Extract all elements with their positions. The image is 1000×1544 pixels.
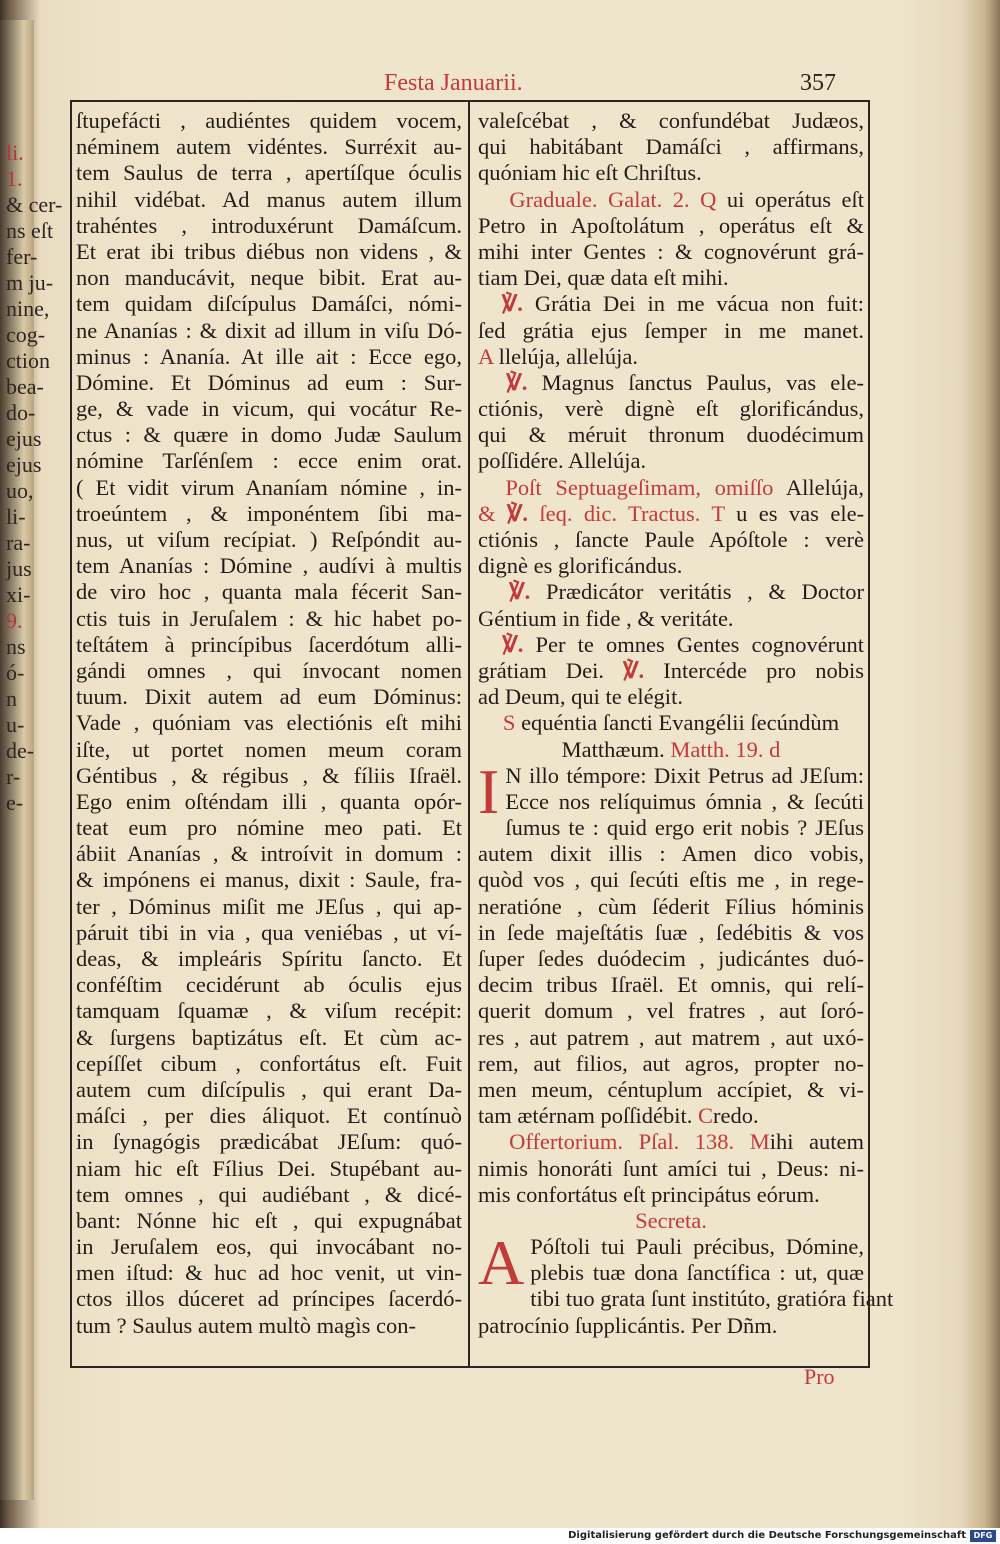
footer-credit: Digitalisierung gefördert durch die Deutsche Forschungsgemeinschaft xyxy=(568,1530,966,1541)
text-line: tibi tuo grata ſunt institúto, gratióra fiant xyxy=(530,1286,894,1312)
text-line: quòd vos , qui ſecúti eſtis me , in rege- xyxy=(478,867,864,893)
right-column xyxy=(478,108,894,1339)
text-line: gándi omnes , qui ínvocant nomen xyxy=(76,657,462,683)
text-line: minus : Ananía. At ille ait : Ecce ego, xyxy=(76,343,462,369)
previous-page-fragment: ejus xyxy=(6,426,42,451)
text-line: tem quidam diſcípulus Damáſci, nómi- xyxy=(76,291,462,317)
gospel-heading xyxy=(478,710,864,736)
initial-q: Q xyxy=(700,186,717,212)
previous-page-fragment: nine, xyxy=(6,296,50,321)
text-line: ſuper ſedes duódecim , judicántes duó- xyxy=(478,946,864,971)
previous-page-fragment: jus xyxy=(6,556,32,581)
text-fragment: llelúja, allelúja. xyxy=(498,343,638,369)
text-line: Vade , quóniam vas electiónis eſt mihi xyxy=(76,710,462,736)
text-line: máſci , per dies áliquot. Et contínuò xyxy=(76,1103,462,1129)
rubric-line xyxy=(478,475,864,501)
text-line: iſte, ut portet nomen meum coram xyxy=(76,736,462,762)
versicle-line xyxy=(478,579,864,605)
previous-page-fragment: u- xyxy=(6,712,25,737)
gospel-block xyxy=(478,755,864,827)
text-line: autem cum diſcípulis , qui erant Da- xyxy=(76,1076,462,1102)
text-line: conféſtim cecidérunt ab óculis ejus xyxy=(76,972,462,998)
text-line: in ſede majeſtátis ſuæ , ſedébitis & vos xyxy=(478,919,864,945)
text-fragment: tam ætérnam poſſidébit. xyxy=(478,1103,693,1129)
text-fragment: Intercéde pro nobis xyxy=(663,657,864,683)
rubric-secreta: Secreta. xyxy=(635,1207,707,1233)
previous-page-fragment: ra- xyxy=(6,530,31,555)
initial-t: T xyxy=(711,500,725,526)
rubric-graduale: Graduale. Galat. 2. xyxy=(509,186,690,212)
text-line: ábiit Ananías , & introívit in domum : xyxy=(76,841,462,867)
text-line: men meum, céntuplum accípiet, & vi- xyxy=(478,1076,864,1102)
text-line: in Jeruſalem eos, qui invocábant no- xyxy=(76,1234,462,1260)
versicle-icon: ℣. xyxy=(509,579,531,605)
text-line: & impónens ei manus, dixit : Saule, fra- xyxy=(76,867,462,893)
credo-line xyxy=(478,1103,864,1129)
text-line: páruit tibi in via , qua veniébas , ut ví- xyxy=(76,919,462,945)
text-fragment: Allelúja, xyxy=(785,474,864,500)
text-line: & ſurgens baptizátus eſt. Et cùm ac- xyxy=(76,1024,462,1050)
text-line: tiam Dei, quæ data eſt mihi. xyxy=(478,265,729,291)
text-line: teſtátem à princípibus ſacerdótum alli- xyxy=(76,631,462,657)
text-line: tem omnes , qui audiébant , & dicé- xyxy=(76,1181,462,1207)
text-fragment: ihi autem xyxy=(769,1129,865,1155)
text-line: ctiónis , ſancte Paule Apóſtole : verè xyxy=(478,527,864,552)
text-fragment: equéntia ſancti Evangélii ſecúndùm xyxy=(521,710,840,736)
previous-page-fragment: li- xyxy=(6,504,26,529)
offertorium-heading xyxy=(478,1129,864,1155)
previous-page-fragment: ns eſt xyxy=(6,218,54,243)
text-line: Dómine. Et Dóminus ad eum : Sur- xyxy=(76,369,462,395)
tractus-line xyxy=(478,501,864,527)
versicle-line xyxy=(478,632,864,658)
text-line: bant: Nónne hic eſt , qui expugnábat xyxy=(76,1207,462,1233)
text-fragment: Grátia Dei in me vácua non fuit: xyxy=(534,291,864,317)
text-line: dignè es glorificándus. xyxy=(478,553,683,579)
text-line: de viro hoc , quanta mala fécerit San- xyxy=(76,579,462,605)
drop-cap-a: A xyxy=(478,1227,525,1299)
previous-page-fragment: ejus xyxy=(6,452,42,477)
versicle-icon: ℣. xyxy=(502,631,524,657)
versicle-icon: ℣. xyxy=(623,657,645,683)
text-line: querit domum , vel fratres , aut ſoró- xyxy=(478,998,864,1024)
rubric-offertorium: Offertorium. Pſal. 138. xyxy=(509,1129,735,1155)
text-line: néminem autem vidéntes. Surréxit au- xyxy=(76,134,462,160)
secreta-block xyxy=(478,1227,864,1299)
text-line: in ſynagógis prædicábat JEſum: quó- xyxy=(76,1129,462,1155)
previous-page-fragment: m ju- xyxy=(6,270,54,295)
text-line: troeúntem , & imponéntem ſibi ma- xyxy=(76,500,462,526)
previous-page-fragment: uo, xyxy=(6,478,34,503)
previous-page-edge xyxy=(0,20,63,1500)
left-column xyxy=(76,108,462,1339)
text-line: ge, & vade in vicum, qui vocátur Re- xyxy=(76,396,462,422)
previous-page-fragment: r- xyxy=(6,764,21,789)
text-fragment: Per te omnes Gentes cognovérunt xyxy=(535,631,865,657)
previous-page-fragment: & cer- xyxy=(6,192,63,217)
text-line: Petro in Apoſtolátum , operátus eſt & xyxy=(478,212,864,238)
text-line: Géntibus , & régibus , & fíliis Iſraël. xyxy=(76,762,462,788)
text-line: nus, ut viſum recípiat. ) Reſpóndit au- xyxy=(76,527,462,552)
text-line: rem, aut filios, aut agros, propter no- xyxy=(478,1050,864,1076)
text-fragment: grátiam Dei. xyxy=(478,657,604,683)
previous-page-fragment: 1. xyxy=(6,166,23,191)
previous-page-fragment: fer- xyxy=(6,244,38,269)
text-line: patrocínio ſupplicántis. Per Dñm. xyxy=(478,1312,778,1338)
previous-page-fragment: n xyxy=(6,686,17,711)
text-line: tem Ananías : Dómine , audívi à multis xyxy=(76,553,462,579)
text-fragment: Prædicátor veritátis , & Doctor xyxy=(545,579,865,605)
dfg-logo-icon: DFG xyxy=(970,1530,996,1542)
text-line: ctiónis, verè dignè eſt glorificándus, xyxy=(478,396,864,422)
page xyxy=(34,0,980,1528)
gospel-heading xyxy=(478,737,864,763)
text-line: cepíſſet cibum , confortátus eſt. Fuit xyxy=(76,1050,462,1076)
footer-bar xyxy=(0,1528,1000,1544)
text-line: neratióne , cùm ſéderit Fílius hóminis xyxy=(478,893,864,919)
text-line: teat eum pro nómine meo pati. Et xyxy=(76,815,462,841)
text-line: nómine Tarſénſem : ecce enim orat. xyxy=(76,448,462,474)
text-line: Ego enim oſténdam illi , quanta opór- xyxy=(76,788,462,814)
text-line: ſumus te : quid ergo erit nobis ? JEſus xyxy=(505,815,864,841)
rubric-gospel-reference: Matth. 19. d xyxy=(670,736,781,762)
text-line: Póſtoli tui Pauli précibus, Dómine, xyxy=(530,1234,864,1260)
rubric-fragment: & xyxy=(478,500,496,526)
text-line: ter , Dóminus miſit me JEſus , qui ap- xyxy=(76,893,462,919)
versicle-icon: ℣. xyxy=(506,369,528,395)
text-line: non manducávit, neque bibit. Erat au- xyxy=(76,265,462,291)
text-line: ( Et vidit virum Ananíam nómine , in- xyxy=(76,474,462,500)
previous-page-fragment: ction xyxy=(6,348,50,373)
text-line: poſſidére. Allelúja. xyxy=(478,448,647,474)
text-line: ne Ananías : & dixit ad illum in viſu Dó- xyxy=(76,317,462,343)
text-line: tamquam ſquamæ , & viſum recépit: xyxy=(76,998,462,1024)
initial-s: S xyxy=(502,710,516,736)
alleluia-line xyxy=(478,344,864,370)
page-number: 357 xyxy=(800,70,836,96)
text-line: tem Saulus de terra , apertíſque óculis xyxy=(76,160,462,186)
initial-m: M xyxy=(749,1129,770,1155)
versicle-icon: ℣. xyxy=(506,500,528,526)
text-line: ctus : & quære in domo Judæ Saulum xyxy=(76,422,462,448)
text-fragment: Matthæum. xyxy=(561,736,665,762)
text-line: quóniam hic eſt Chriſtus. xyxy=(478,160,702,186)
text-fragment: redo. xyxy=(712,1103,759,1129)
text-line: decim tribus Iſraël. Et omnis, qui relí- xyxy=(478,972,864,998)
versicle-icon: ℣. xyxy=(501,291,523,317)
text-line: ſed grátia ejus ſemper in me manet. xyxy=(478,317,864,343)
initial-c: C xyxy=(697,1103,713,1129)
previous-page-fragment: e- xyxy=(6,790,24,815)
text-line: plebis tuæ dona ſanctífica : ut, quæ xyxy=(530,1260,864,1286)
text-line: valeſcébat , & confundébat Judæos, xyxy=(478,108,864,133)
text-line: Et erat ibi tribus diébus non videns , & xyxy=(76,238,462,264)
text-line: res , aut patrem , aut matrem , aut uxó- xyxy=(478,1024,864,1050)
versicle-line xyxy=(478,291,864,317)
graduale-heading xyxy=(478,187,864,213)
text-line: qui & méruit thronum duodécimum xyxy=(478,422,864,448)
drop-cap-i: I xyxy=(478,755,500,827)
previous-page-fragment: do- xyxy=(6,400,36,425)
text-line: N illo témpore: Dixit Petrus ad JEſum: xyxy=(505,762,864,788)
column-divider xyxy=(468,100,470,1368)
text-line: Ecce nos relíquimus ómnia , & ſecúti xyxy=(505,788,864,814)
text-line: mis confortátus eſt principátus eórum. xyxy=(478,1181,820,1207)
text-line: nihil vidébat. Ad manus autem illum xyxy=(76,186,462,212)
text-fragment: u es vas ele- xyxy=(736,500,865,526)
text-line: ſtupefácti , audiéntes quidem vocem, xyxy=(76,108,462,133)
catchword: Pro xyxy=(804,1364,835,1389)
rubric-tractus: ſeq. dic. Tractus. xyxy=(539,500,701,526)
text-line: nimis honoráti ſunt amíci tui , Deus: ni- xyxy=(478,1155,864,1181)
text-line: tuum. Dixit autem ad eum Dóminus: xyxy=(76,684,462,710)
previous-page-fragment: ns xyxy=(6,634,26,659)
previous-page-fragment: de- xyxy=(6,738,35,763)
text-line: ctis tuis in Jeruſalem : & hic habet po- xyxy=(76,605,462,631)
text-line: qui habitábant Damáſci , affirmans, xyxy=(478,134,864,160)
text-line: ad Deum, qui te elégit. xyxy=(478,684,683,710)
previous-page-fragment: xi- xyxy=(6,582,31,607)
text-fragment: ui operátus eſt xyxy=(726,186,864,212)
text-fragment: Magnus ſanctus Paulus, vas ele- xyxy=(541,369,865,395)
running-head: Festa Januarii. xyxy=(384,70,523,96)
previous-page-fragment: bea- xyxy=(6,374,44,399)
initial-a: A xyxy=(478,343,494,369)
previous-page-fragment: 9. xyxy=(6,608,23,633)
previous-page-fragment: cog- xyxy=(6,322,46,347)
text-line: mihi inter Gentes : & cognovérunt grá- xyxy=(478,238,864,264)
text-line: trahéntes , introduxérunt Damáſcum. xyxy=(76,212,462,238)
text-line: niam hic eſt Fílius Dei. Stupébant au- xyxy=(76,1155,462,1181)
text-line: deas, & impleáris Spíritu ſancto. Et xyxy=(76,946,462,971)
rubric-post-septuagesimam: Poſt Septuageſimam, omiſſo xyxy=(505,474,774,500)
text-line: ctos illos dúceret ad príncipes ſacerdó- xyxy=(76,1286,462,1312)
text-line: men iſtud: & huc ad hoc venit, ut vin- xyxy=(76,1260,462,1286)
previous-page-fragment: li. xyxy=(6,140,24,165)
versicle-line xyxy=(478,370,864,396)
text-line: autem dixit illis : Amen dico vobis, xyxy=(478,841,864,867)
text-line: Géntium in fide , & veritáte. xyxy=(478,605,734,631)
versicle-line xyxy=(478,658,864,684)
previous-page-fragment: ó- xyxy=(6,660,25,685)
text-line: tum ? Saulus autem multò magìs con- xyxy=(76,1312,416,1338)
